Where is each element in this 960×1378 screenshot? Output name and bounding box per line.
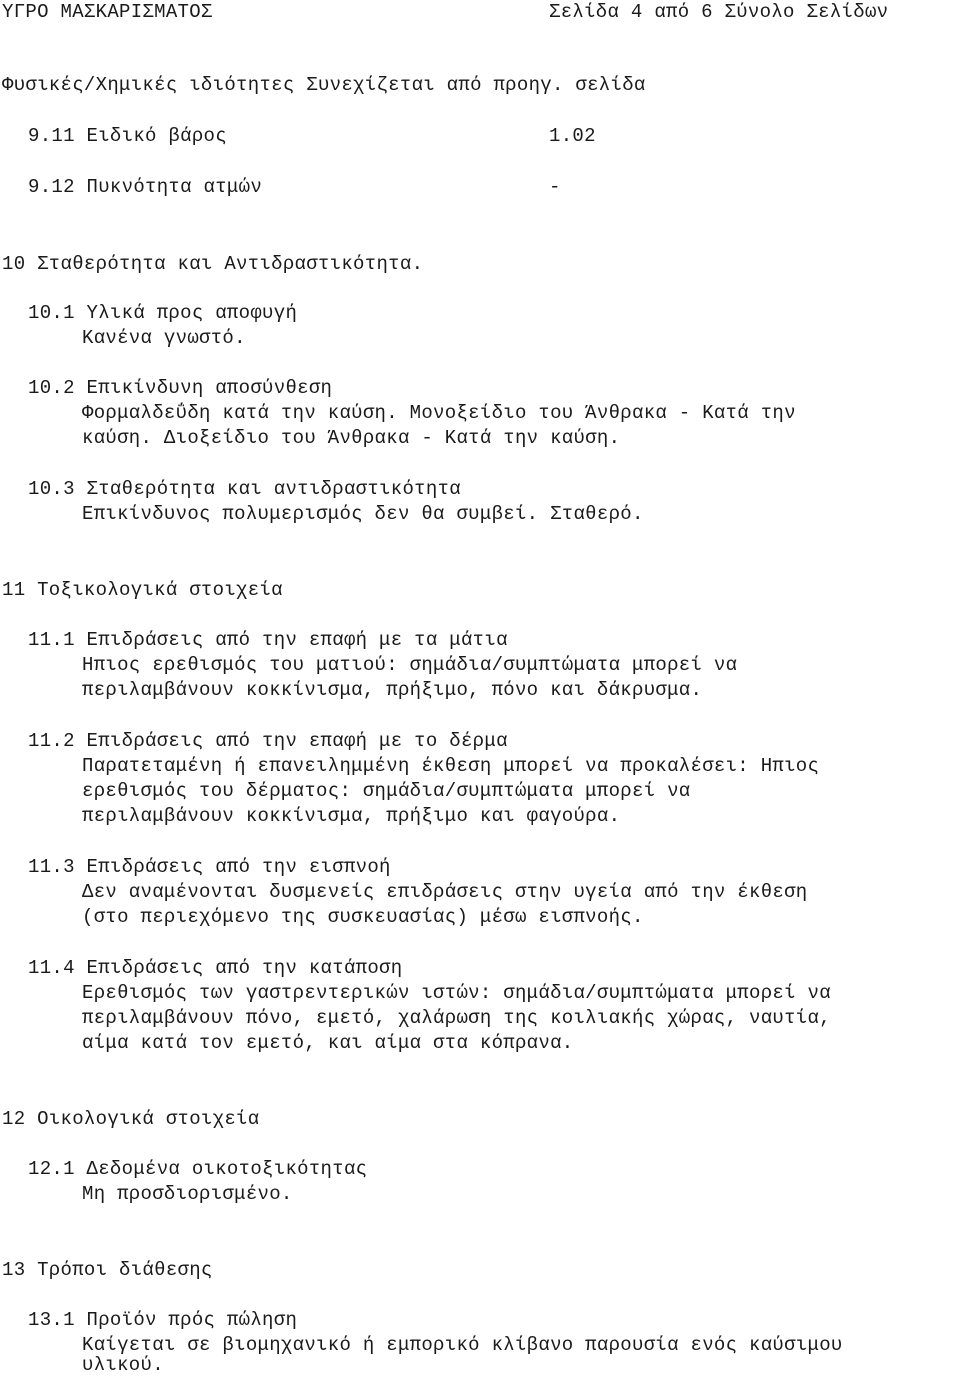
subsection-11-3-title: 11.3 Επιδράσεις από την εισπνοή [28, 856, 391, 878]
section-11-title: 11 Τοξικολογικά στοιχεία [2, 579, 283, 601]
subsection-10-3-title: 10.3 Σταθερότητα και αντιδραστικότητα [28, 478, 461, 500]
subsection-11-3-text-line: Δεν αναμένονται δυσμενείς επιδράσεις στην υγεία από την έκθεση [82, 881, 808, 903]
page-info: Σελίδα 4 από 6 Σύνολο Σελίδων [549, 1, 889, 23]
divider [0, 1081, 960, 1093]
section-10-title: 10 Σταθερότητα και Αντιδραστικότητα. [2, 253, 424, 275]
subsection-10-1-title: 10.1 Υλικά προς αποφυγή [28, 302, 298, 324]
divider [0, 226, 960, 238]
subsection-10-2-text-line: καύση. Διοξείδιο του Άνθρακα - Κατά την καύση. [82, 427, 621, 449]
subsection-11-1-text-line: περιλαμβάνουν κοκκίνισμα, πρήξιμο, πόνο και δάκρυσμα. [82, 679, 703, 701]
continuation-note: Φυσικές/Χημικές ιδιότητες Συνεχίζεται από προηγ. σελίδα [2, 74, 646, 96]
subsection-10-2-title: 10.2 Επικίνδυνη αποσύνθεση [28, 377, 333, 399]
product-name: ΥΓΡΟ ΜΑΣΚΑΡΙΣΜΑΤΟΣ [2, 1, 213, 23]
subsection-11-3-text-line: (στο περιεχόμενο της συσκευασίας) μέσω εισπνοής. [82, 906, 644, 928]
subsection-11-4-text-line: αίμα κατά τον εμετό, και αίμα στα κόπρανα. [82, 1032, 574, 1054]
subsection-11-2-title: 11.2 Επιδράσεις από την επαφή με το δέρμα [28, 730, 508, 752]
subsection-10-1-text: Κανένα γνωστό. [82, 327, 246, 349]
subsection-10-2-text-line: Φορμαλδεΰδη κατά την καύση. Μονοξείδιο του Άνθρακα - Κατά την [82, 402, 796, 424]
item-9-12-label: 9.12 Πυκνότητα ατμών [28, 176, 263, 198]
subsection-11-2-text-line: Παρατεταμένη ή επανειλημμένη έκθεση μπορεί να προκαλέσει: Ηπιος [82, 755, 820, 777]
subsection-13-1-text-line: Καίγεται σε βιομηχανικό ή εμπορικό κλίβανο παρουσία ενός καύσιμου [82, 1334, 843, 1356]
item-9-12-value: - [549, 176, 561, 198]
subsection-12-1-title: 12.1 Δεδομένα οικοτοξικότητας [28, 1158, 368, 1180]
subsection-11-4-title: 11.4 Επιδράσεις από την κατάποση [28, 957, 403, 979]
section-12-title: 12 Οικολογικά στοιχεία [2, 1108, 260, 1130]
subsection-10-3-text: Επικίνδυνος πολυμερισμός δεν θα συμβεί. Σταθερό. [82, 503, 644, 525]
item-9-11-label: 9.11 Ειδικό βάρος [28, 125, 227, 147]
section-13-title: 13 Τρόποι διάθεσης [2, 1259, 213, 1281]
subsection-11-2-text-line: ερεθισμός του δέρματος: σημάδια/συμπτώματα μπορεί να [82, 780, 691, 802]
divider [0, 1232, 960, 1244]
divider [0, 553, 960, 565]
divider [0, 36, 960, 48]
subsection-13-1-title: 13.1 Προϊόν πρός πώληση [28, 1309, 298, 1331]
subsection-13-1-text-line: υλικού. [82, 1354, 164, 1376]
item-9-11-value: 1.02 [549, 125, 596, 147]
subsection-11-1-title: 11.1 Επιδράσεις από την επαφή με τα μάτια [28, 629, 508, 651]
subsection-12-1-text: Μη προσδιορισμένο. [82, 1183, 293, 1205]
subsection-11-4-text-line: Ερεθισμός των γαστρεντερικών ιστών: σημάδια/συμπτώματα μπορεί να [82, 982, 831, 1004]
subsection-11-1-text-line: Ηπιος ερεθισμός του ματιού: σημάδια/συμπτώματα μπορεί να [82, 654, 738, 676]
subsection-11-2-text-line: περιλαμβάνουν κοκκίνισμα, πρήξιμο και φαγούρα. [82, 805, 621, 827]
subsection-11-4-text-line: περιλαμβάνουν πόνο, εμετό, χαλάρωση της κοιλιακής χώρας, ναυτία, [82, 1007, 831, 1029]
